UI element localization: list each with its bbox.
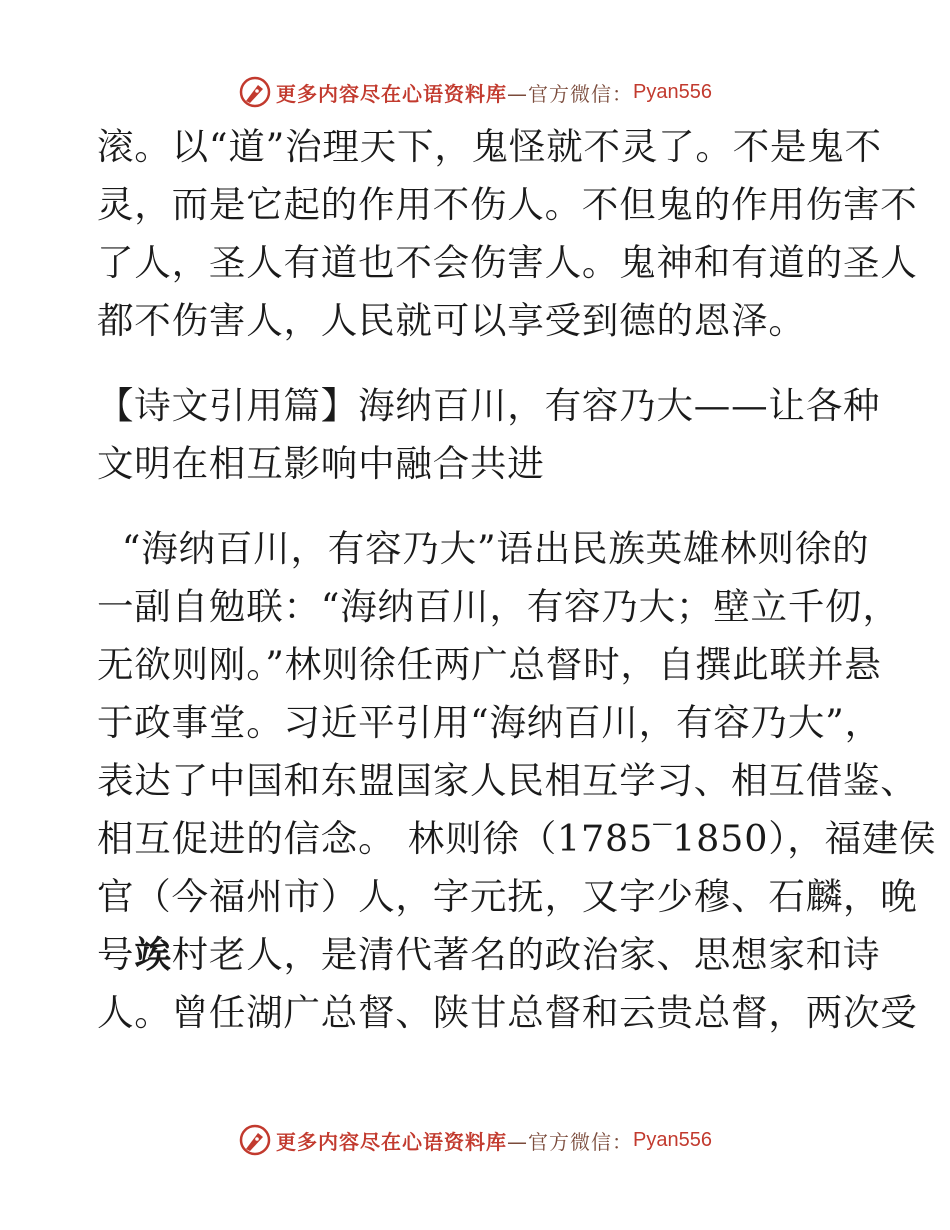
pen-nib-logo-icon: [238, 75, 272, 109]
banner-dash-text: —官方微信：: [507, 81, 634, 106]
text-line: 于政事堂。习近平引用“海纳百川，有容乃大”，: [97, 701, 882, 744]
text-line: [97, 926, 881, 984]
text-line: 都不伤害人，人民就可以享受到德的恩泽。: [97, 299, 806, 342]
pen-nib-logo-icon: [238, 1123, 272, 1157]
text-line: 相互促进的信念。 林则徐（1785‾1850），福建侯: [97, 817, 937, 860]
document-body: [97, 118, 937, 1042]
text-line: “海纳百川，有容乃大”语出民族英雄林则徐的: [97, 527, 870, 570]
bold-character: 竢: [134, 933, 172, 976]
text-line: 灵，而是它起的作用不伤人。不但鬼的作用伤害不: [97, 183, 918, 226]
header-watermark-banner: [0, 72, 950, 112]
banner-wechat-id: Pyan556: [633, 1128, 712, 1151]
banner-dash-text: —官方微信：: [507, 1129, 634, 1154]
text-line: 了人，圣人有道也不会伤害人。鬼神和有道的圣人: [97, 241, 918, 284]
text-line: 官（今福州市）人，字元抚，又字少穆、石麟，晚: [97, 875, 918, 918]
paragraph-1: [97, 118, 918, 350]
section-heading: [97, 377, 881, 493]
footer-watermark-banner: [0, 1120, 950, 1160]
paragraph-2: [97, 520, 937, 1042]
banner-wechat-id: Pyan556: [633, 80, 712, 103]
banner-main-text: 更多内容尽在心语资料库: [276, 81, 508, 106]
text-line: 一副自勉联：“海纳百川，有容乃大；壁立千仞，: [97, 585, 900, 628]
heading-line: 【诗文引用篇】海纳百川，有容乃大——让各种: [97, 384, 881, 427]
text-line: 无欲则刚。”林则徐任两广总督时，自撰此联并悬: [97, 643, 882, 686]
text-segment: 村老人，是清代著名的政治家、思想家和诗: [171, 933, 881, 976]
heading-line: 文明在相互影响中融合共进: [97, 442, 545, 485]
text-line: 人。曾任湖广总督、陕甘总督和云贵总督，两次受: [97, 991, 918, 1034]
text-line: 表达了中国和东盟国家人民相互学习、相互借鉴、: [97, 759, 918, 802]
banner-main-text: 更多内容尽在心语资料库: [276, 1129, 508, 1154]
text-line: 滚。以“道”治理天下，鬼怪就不灵了。不是鬼不: [97, 125, 882, 168]
text-segment: 号: [97, 933, 135, 976]
